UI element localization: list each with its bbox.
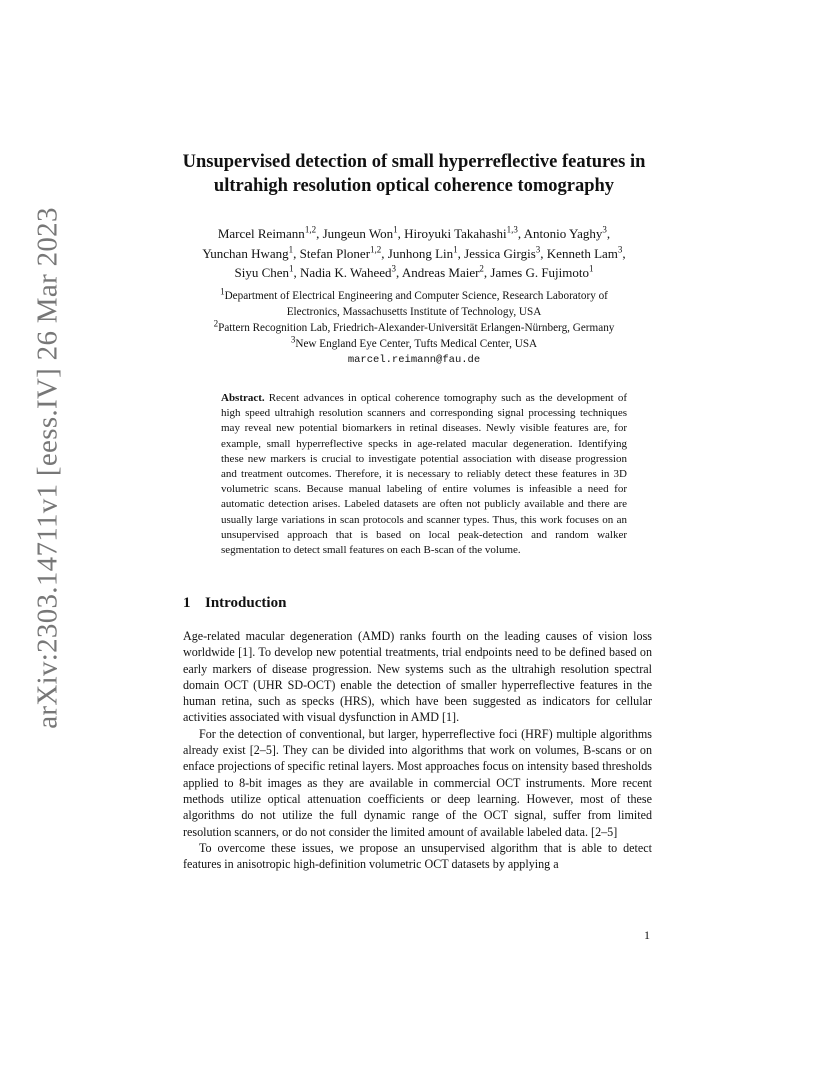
- author-affil-mark: 1,3: [506, 224, 518, 235]
- author-affil-mark: 1,2: [304, 224, 317, 235]
- author-name: Nadia K. Waheed: [300, 265, 392, 280]
- author-affil-mark: 1: [453, 244, 458, 255]
- affiliation-3: $^3$New England Eye Center, Tufts Medical Center, USA: [290, 334, 538, 350]
- page-number: 1: [644, 928, 650, 942]
- paper-title: [150, 150, 678, 198]
- title-line-1: Unsupervised detection of small hyperreflective features in: [182, 152, 646, 172]
- author-name: Yunchan Hwang: [202, 245, 289, 261]
- author-list: [150, 224, 678, 283]
- arxiv-identifier[interactable]: arXiv:2303.14711v1 [eess.IV] 26 Mar 2023: [31, 207, 64, 729]
- title-line-2: ultrahigh resolution optical coherence tomography: [213, 176, 615, 196]
- affiliation-2: $^2$Pattern Recognition Lab, Friedrich-Alexander-Universität Erlangen-Nürnberg, Germany: [213, 318, 615, 334]
- body-paragraph: To overcome these issues, we propose an unsupervised algorithm that is able to detect features in anisotropic high-definition volumetric OCT datasets by applying a: [183, 840, 652, 872]
- author-line-1: Marcel Reimann$^{1,2}$, Jungeun Won$^1$, Hiroyuki Takahashi$^{1,3}$, Antonio Yaghy$^3$,: [217, 224, 611, 241]
- author-name: Andreas Maier: [401, 265, 480, 280]
- body-paragraph: Age-related macular degeneration (AMD) ranks fourth on the leading causes of vision loss worldwide [1]. To develop new potential treatments, trial endpoints need to be defined based on early markers of disease progression. New systems such as the ultrahigh resolution spectral domain OCT (UHR SD-OCT) enable the detection of smaller hyperreflective features in the human retina, such as specks (HRS), which have been suggested as indicators for cellular activities associated with visual dysfunction in AMD [1].: [183, 629, 652, 725]
- author-name: Stefan Ploner: [299, 245, 371, 261]
- author-affil-mark: 3: [617, 244, 623, 255]
- affiliation-1: $^1$Department of Electrical Engineering and Computer Science, Research Laboratory of: [220, 286, 608, 302]
- author-affil-mark: 3: [535, 244, 541, 255]
- author-name: Jungeun Won: [322, 226, 394, 241]
- abstract: [221, 391, 627, 558]
- affiliation-1-cont: Electronics, Massachusetts Institute of Technology, USA: [286, 306, 542, 318]
- contact-email[interactable]: marcel.reimann@fau.de: [347, 354, 481, 366]
- abstract-text: Recent advances in optical coherence tomography such as the development of high speed ultrahigh resolution scanners and corresponding signal processing techniques may reveal new potential biomarkers in retinal diseases. Newly visible features are, for example, small hyperreflective specks in age-related macular degeneration. Identifying these new markers is crucial to investigate potential association with disease progression and treatment outcomes. Therefore, it is necessary to reliably detect these features in 3D volumetric scans. Because manual labeling of entire volumes is infeasible a need for automatic detection arises. Labeled datasets are often not publicly available and there are usually large variations in scan protocols and scanner types. Thus, this work focuses on an unsupervised approach that is based on local peak-detection and random walker segmentation to detect small features on each B-scan of the volume.: [221, 392, 627, 557]
- author-affil-mark: 2: [479, 263, 484, 274]
- author-name: Hiroyuki Takahashi: [404, 226, 507, 241]
- author-name: Jessica Girgis: [464, 245, 536, 261]
- author-name: Antonio Yaghy: [523, 226, 603, 241]
- body-paragraph: For the detection of conventional, but larger, hyperreflective foci (HRF) multiple algorithms already exist [2–5]. They can be divided into algorithms that work on volumes, B-scans or on enface projections of specific retinal layers. Most approaches focus on intensity based thresholds applied to 8-bit images as they are available in commercial OCT instruments. More recent methods utilize optical attenuation coefficients or deep learning. However, most of these algorithms do not utilize the full dynamic range of the OCT signal, suffer from limited resolution scanners, or do not consider the limited amount of available labeled data. [2–5]: [183, 726, 652, 839]
- author-line-3: Siyu Chen$^1$, Nadia K. Waheed$^3$, Andreas Maier$^2$, James G. Fujimoto$^1$: [234, 263, 594, 280]
- author-name: Junhong Lin: [387, 245, 454, 261]
- author-affil-mark: 1,2: [370, 244, 382, 255]
- section-heading: [183, 593, 286, 613]
- author-affil-mark: 1: [288, 244, 294, 255]
- section-body: [183, 628, 652, 872]
- author-name: Kenneth Lam: [546, 245, 618, 261]
- section-title: Introduction: [205, 595, 287, 611]
- author-name: Marcel Reimann: [217, 226, 305, 241]
- affiliation-list: [150, 288, 678, 368]
- author-affil-mark: 1: [289, 263, 294, 274]
- author-name: James G. Fujimoto: [490, 265, 590, 280]
- section-number: 1: [183, 595, 191, 611]
- abstract-label: Abstract.: [221, 392, 265, 404]
- author-affil-mark: 1: [393, 224, 398, 235]
- author-affil-mark: 3: [602, 224, 607, 235]
- author-name: Siyu Chen: [234, 265, 290, 280]
- author-line-2: Yunchan Hwang$^1$, Stefan Ploner$^{1,2}$, Junhong Lin$^1$, Jessica Girgis$^3$, Kenneth Lam$^3$,: [202, 244, 626, 261]
- author-affil-mark: 1: [589, 263, 594, 274]
- author-affil-mark: 3: [391, 263, 397, 274]
